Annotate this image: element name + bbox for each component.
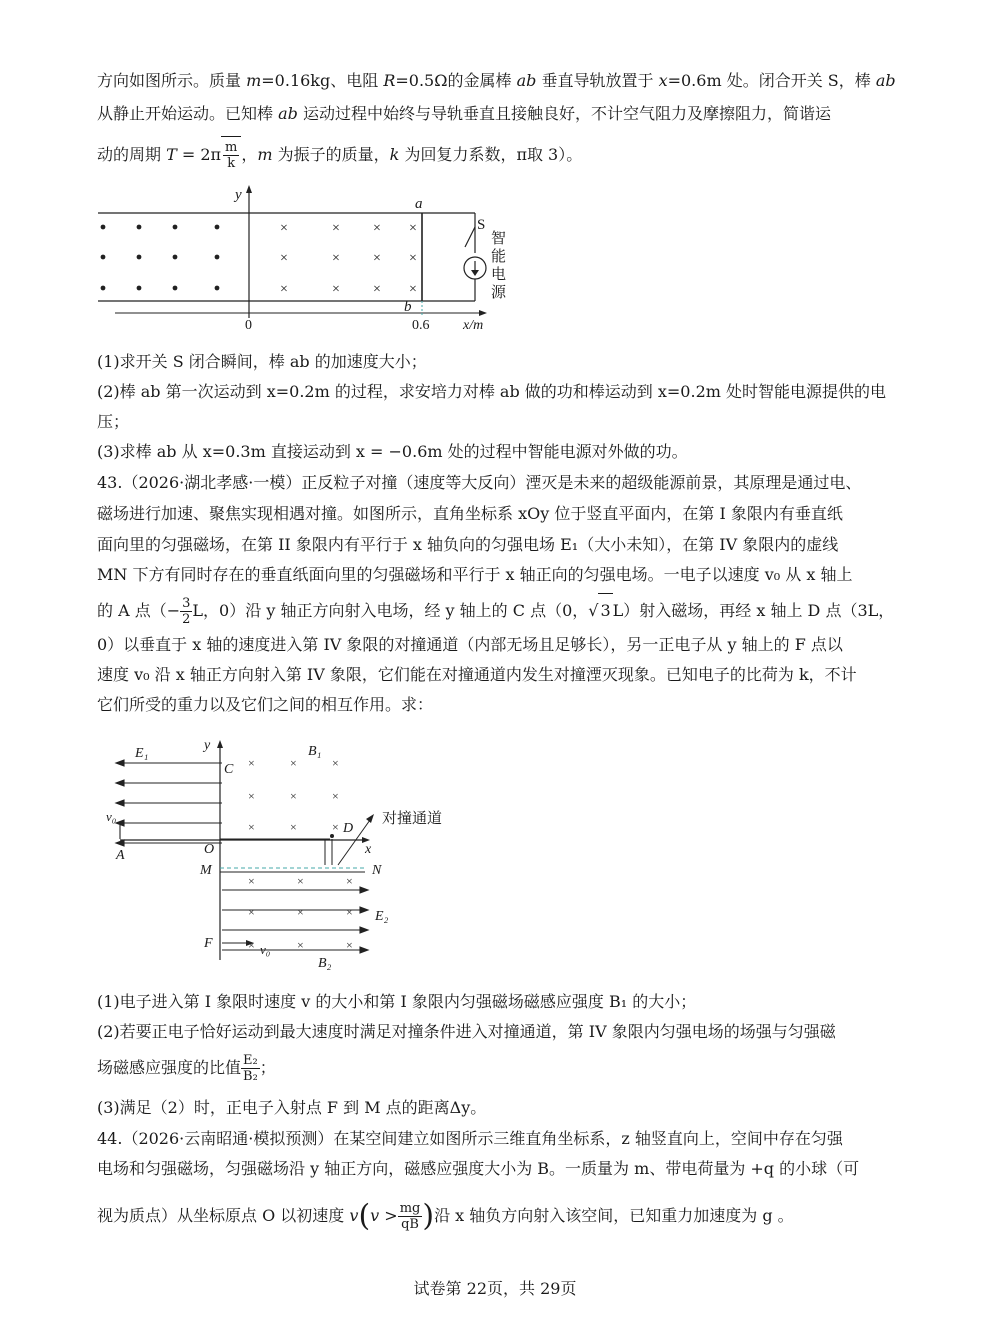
svg-text:N: N bbox=[372, 863, 382, 878]
p42-q3: (3)求棒 ab 从 x=0.3m 直接运动到 x = −0.6m 处的过程中智能电源对外做的功。 bbox=[97, 442, 688, 461]
e1-field-lines bbox=[116, 760, 222, 846]
p43-line2: 磁场进行加速、聚焦实现相遇对撞。如图所示，直角坐标系 xOy 位于竖直平面内，在第 I 象限内有垂直纸 bbox=[97, 504, 843, 523]
svg-text:D: D bbox=[343, 821, 354, 836]
svg-text:C: C bbox=[224, 762, 234, 777]
p43-q1: (1)电子进入第 I 象限时速度 v 的大小和第 I 象限内匀强磁场磁感应强度 B₁ 的大小； bbox=[97, 992, 697, 1011]
sqrt-m-over-k: $\frac{m}{k}$ bbox=[221, 136, 241, 173]
svg-text:E₂: E₂ bbox=[375, 909, 389, 924]
svg-text:×: × bbox=[332, 251, 340, 266]
svg-text:智: 智 bbox=[491, 231, 507, 247]
svg-text:×: × bbox=[248, 938, 255, 952]
svg-text:×: × bbox=[297, 938, 304, 952]
p42-q2a: (2)棒 ab 第一次运动到 x=0.2m 的过程，求安培力对棒 ab 做的功和棒运动到 x=0.2m 处时智能电源提供的电 bbox=[97, 382, 887, 401]
svg-text:y: y bbox=[235, 187, 242, 203]
p43-q2a: (2)若要正电子恰好运动到最大速度时满足对撞条件进入对撞通道，第 IV 象限内匀强电场的场强与匀强磁 bbox=[97, 1022, 836, 1041]
svg-text:B₂: B₂ bbox=[318, 956, 332, 970]
svg-text:×: × bbox=[248, 820, 255, 834]
svg-text:E₁: E₁ bbox=[135, 746, 149, 761]
p44-line1: 44.（2026·云南昭通·模拟预测）在某空间建立如图所示三维直角坐标系，z 轴竖直向上，空间中存在匀强 bbox=[97, 1129, 843, 1148]
p43-line8: 它们所受的重力以及它们之间的相互作用。求： bbox=[97, 695, 434, 714]
svg-text:×: × bbox=[248, 789, 255, 803]
svg-text:×: × bbox=[332, 282, 340, 297]
svg-text:×: × bbox=[297, 874, 304, 888]
svg-text:F: F bbox=[204, 936, 213, 951]
p42-line3: 动的周期 T = 2π $\frac{m}{k}$ ，m 为振子的质量，k 为回复力系数，π取 3）。 bbox=[97, 136, 582, 173]
svg-text:×: × bbox=[332, 221, 340, 236]
p42-line1: 方向如图所示。质量 m=0.16kg、电阻 R=0.5Ω的金属棒 ab 垂直导轨放置于 x=0.6m 处。闭合开关 S，棒 ab bbox=[97, 71, 896, 90]
svg-text:×: × bbox=[346, 938, 353, 952]
p43-line5: 的 A 点（− $\frac{3}{2}$ L，0）沿 y 轴正方向射入电场，经 y 轴上的 C 点（0，√ 3 L）射入磁场，再经 x 轴上 D 点（3L， bbox=[97, 593, 894, 628]
svg-text:×: × bbox=[248, 905, 255, 919]
svg-text:×: × bbox=[248, 874, 255, 888]
svg-text:×: × bbox=[280, 221, 288, 236]
cross-field bbox=[280, 221, 417, 297]
svg-text:0.6: 0.6 bbox=[412, 318, 430, 333]
svg-text:×: × bbox=[373, 282, 381, 297]
svg-text:×: × bbox=[280, 282, 288, 297]
svg-text:能: 能 bbox=[491, 249, 507, 265]
svg-text:×: × bbox=[373, 221, 381, 236]
p43-q2b: 场磁感应强度的比值 $\frac{\text{E₂}}{\text{B₂}}$ ； bbox=[97, 1053, 276, 1084]
p42-q2b: 压； bbox=[97, 412, 130, 431]
svg-text:×: × bbox=[332, 820, 339, 834]
svg-text:×: × bbox=[373, 251, 381, 266]
p43-q3: (3)满足（2）时，正电子入射点 F 到 M 点的距离Δy。 bbox=[97, 1098, 487, 1117]
svg-text:A: A bbox=[116, 848, 125, 863]
svg-text:a: a bbox=[415, 196, 423, 212]
svg-text:对撞通道: 对撞通道 bbox=[382, 811, 443, 827]
svg-text:×: × bbox=[409, 282, 417, 297]
svg-text:×: × bbox=[290, 820, 297, 834]
collision-figure bbox=[100, 735, 470, 970]
svg-text:×: × bbox=[409, 251, 417, 266]
p43-line6: 0）以垂直于 x 轴的速度进入第 IV 象限的对撞通道（内部无场且足够长），另一正电子从 y 轴上的 F 点以 bbox=[97, 635, 843, 654]
p43-line4: MN 下方有同时存在的垂直纸面向里的匀强磁场和平行于 x 轴正向的匀强电场。一电子以速度 v₀ 从 x 轴上 bbox=[97, 565, 853, 584]
p43-line7: 速度 v₀ 沿 x 轴正方向射入第 IV 象限，它们能在对撞通道内发生对撞湮灭现象。已知电子的比荷为 k，不计 bbox=[97, 665, 857, 684]
svg-text:O: O bbox=[204, 842, 215, 857]
svg-text:B₁: B₁ bbox=[308, 744, 322, 759]
svg-text:×: × bbox=[290, 789, 297, 803]
svg-text:b: b bbox=[404, 299, 412, 315]
svg-text:源: 源 bbox=[491, 285, 507, 301]
svg-text:v₀: v₀ bbox=[106, 809, 117, 824]
page-footer: 试卷第 22页，共 29页 bbox=[413, 1279, 577, 1298]
dot-field bbox=[101, 225, 220, 291]
p44-line3: 视为质点）从坐标原点 O 以初速度 v(v > $\frac{mg}{qB}$ )沿 x 轴负方向射入该空间，已知重力加速度为 g 。 bbox=[97, 1198, 794, 1234]
svg-text:×: × bbox=[409, 221, 417, 236]
svg-text:电: 电 bbox=[491, 267, 507, 283]
svg-text:×: × bbox=[346, 874, 353, 888]
p42-q1: (1)求开关 S 闭合瞬间，棒 ab 的加速度大小； bbox=[97, 352, 427, 371]
svg-text:×: × bbox=[332, 756, 339, 770]
svg-text:×: × bbox=[280, 251, 288, 266]
b-field-crosses bbox=[248, 756, 353, 952]
svg-text:y: y bbox=[204, 738, 211, 753]
p42-line2: 从静止开始运动。已知棒 ab 运动过程中始终与导轨垂直且接触良好，不计空气阻力及摩擦阻力，简谐运 bbox=[97, 104, 831, 123]
svg-text:M: M bbox=[200, 863, 212, 878]
p43-line3: 面向里的匀强磁场，在第 II 象限内有平行于 x 轴负向的匀强电场 E₁（大小未知），在第 IV 象限内的虚线 bbox=[97, 535, 839, 554]
svg-text:×: × bbox=[248, 756, 255, 770]
svg-text:×: × bbox=[332, 789, 339, 803]
svg-text:S: S bbox=[477, 217, 486, 233]
svg-text:v₀: v₀ bbox=[260, 942, 271, 957]
svg-text:x/m: x/m bbox=[463, 318, 484, 333]
svg-text:×: × bbox=[346, 905, 353, 919]
p43-line1: 43.（2026·湖北孝感·一模）正反粒子对撞（速度等大反向）湮灭是未来的超级能源前景，其原理是通过电、 bbox=[97, 473, 862, 492]
rail-figure bbox=[95, 183, 525, 333]
svg-text:×: × bbox=[297, 905, 304, 919]
svg-text:x: x bbox=[365, 842, 372, 857]
p44-line2: 电场和匀强磁场，匀强磁场沿 y 轴正方向，磁感应强度大小为 B。一质量为 m、带电荷量为 +q 的小球（可 bbox=[97, 1159, 860, 1178]
svg-text:×: × bbox=[290, 756, 297, 770]
svg-text:0: 0 bbox=[245, 318, 252, 333]
